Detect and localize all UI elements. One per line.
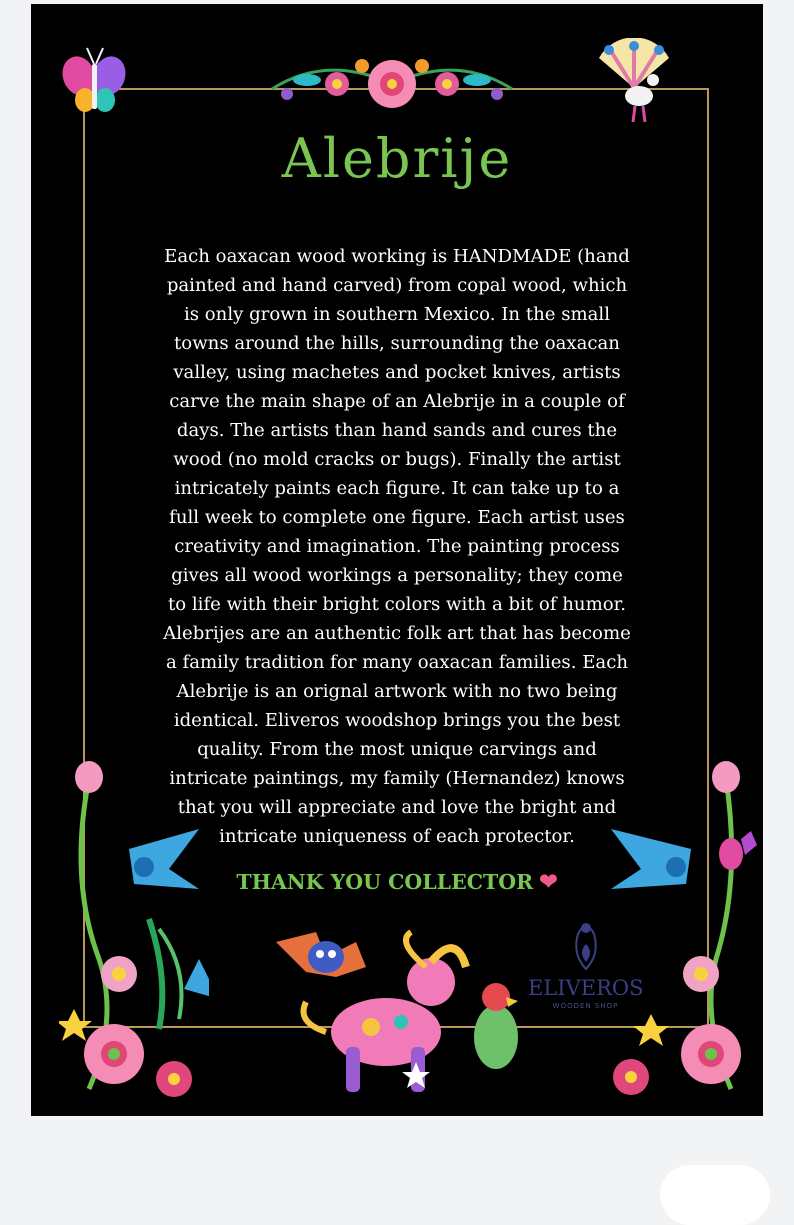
alebrije-card bbox=[31, 4, 763, 1116]
butterfly-icon bbox=[59, 44, 131, 119]
eliveros-logo bbox=[528, 914, 643, 1014]
heart-icon: ❤ bbox=[539, 869, 558, 895]
description-text: Each oaxacan wood working is HANDMADE (hand painted and hand carved) from copal wood, which is only grown in southern Mexico. In the small towns around the hills, surrounding the oaxacan valley, using machetes and pocket knives, artists carve the main shape of an Alebrije in a couple of days. The artists than hand sands and cures the wood (no mold cracks or bugs). Finally the artist intricately paints each figure. It can take up to a full week to complete one figure. Each artist uses creativity and imagination. The painting process gives all wood workings a personality; they come to life with their bright colors with a bit of humor. Alebrijes are an authentic folk art that has become a family tradition for many oaxacan families. Each Alebrije is an orignal artwork with no two being identical. Eliveros woodshop brings you the best quality. From the most unique carvings and intricate paintings, my family (Hernandez) knows that you will appreciate and love the bright and intricate uniqueness of each protector. bbox=[163, 246, 631, 847]
logo-subtitle: WOODEN SHOP bbox=[552, 1002, 619, 1010]
peacock-icon bbox=[589, 38, 679, 126]
peacock-logo-icon bbox=[568, 914, 604, 974]
flower-garland-top bbox=[267, 44, 517, 124]
thank-you-text: THANK YOU COLLECTOR bbox=[236, 870, 534, 894]
floating-button[interactable] bbox=[660, 1165, 770, 1225]
flowers-left-icon bbox=[59, 759, 209, 1099]
alebrije-figures-icon bbox=[266, 922, 526, 1097]
card-title: Alebrije bbox=[281, 127, 513, 190]
logo-name: ELIVEROS bbox=[528, 976, 644, 1000]
